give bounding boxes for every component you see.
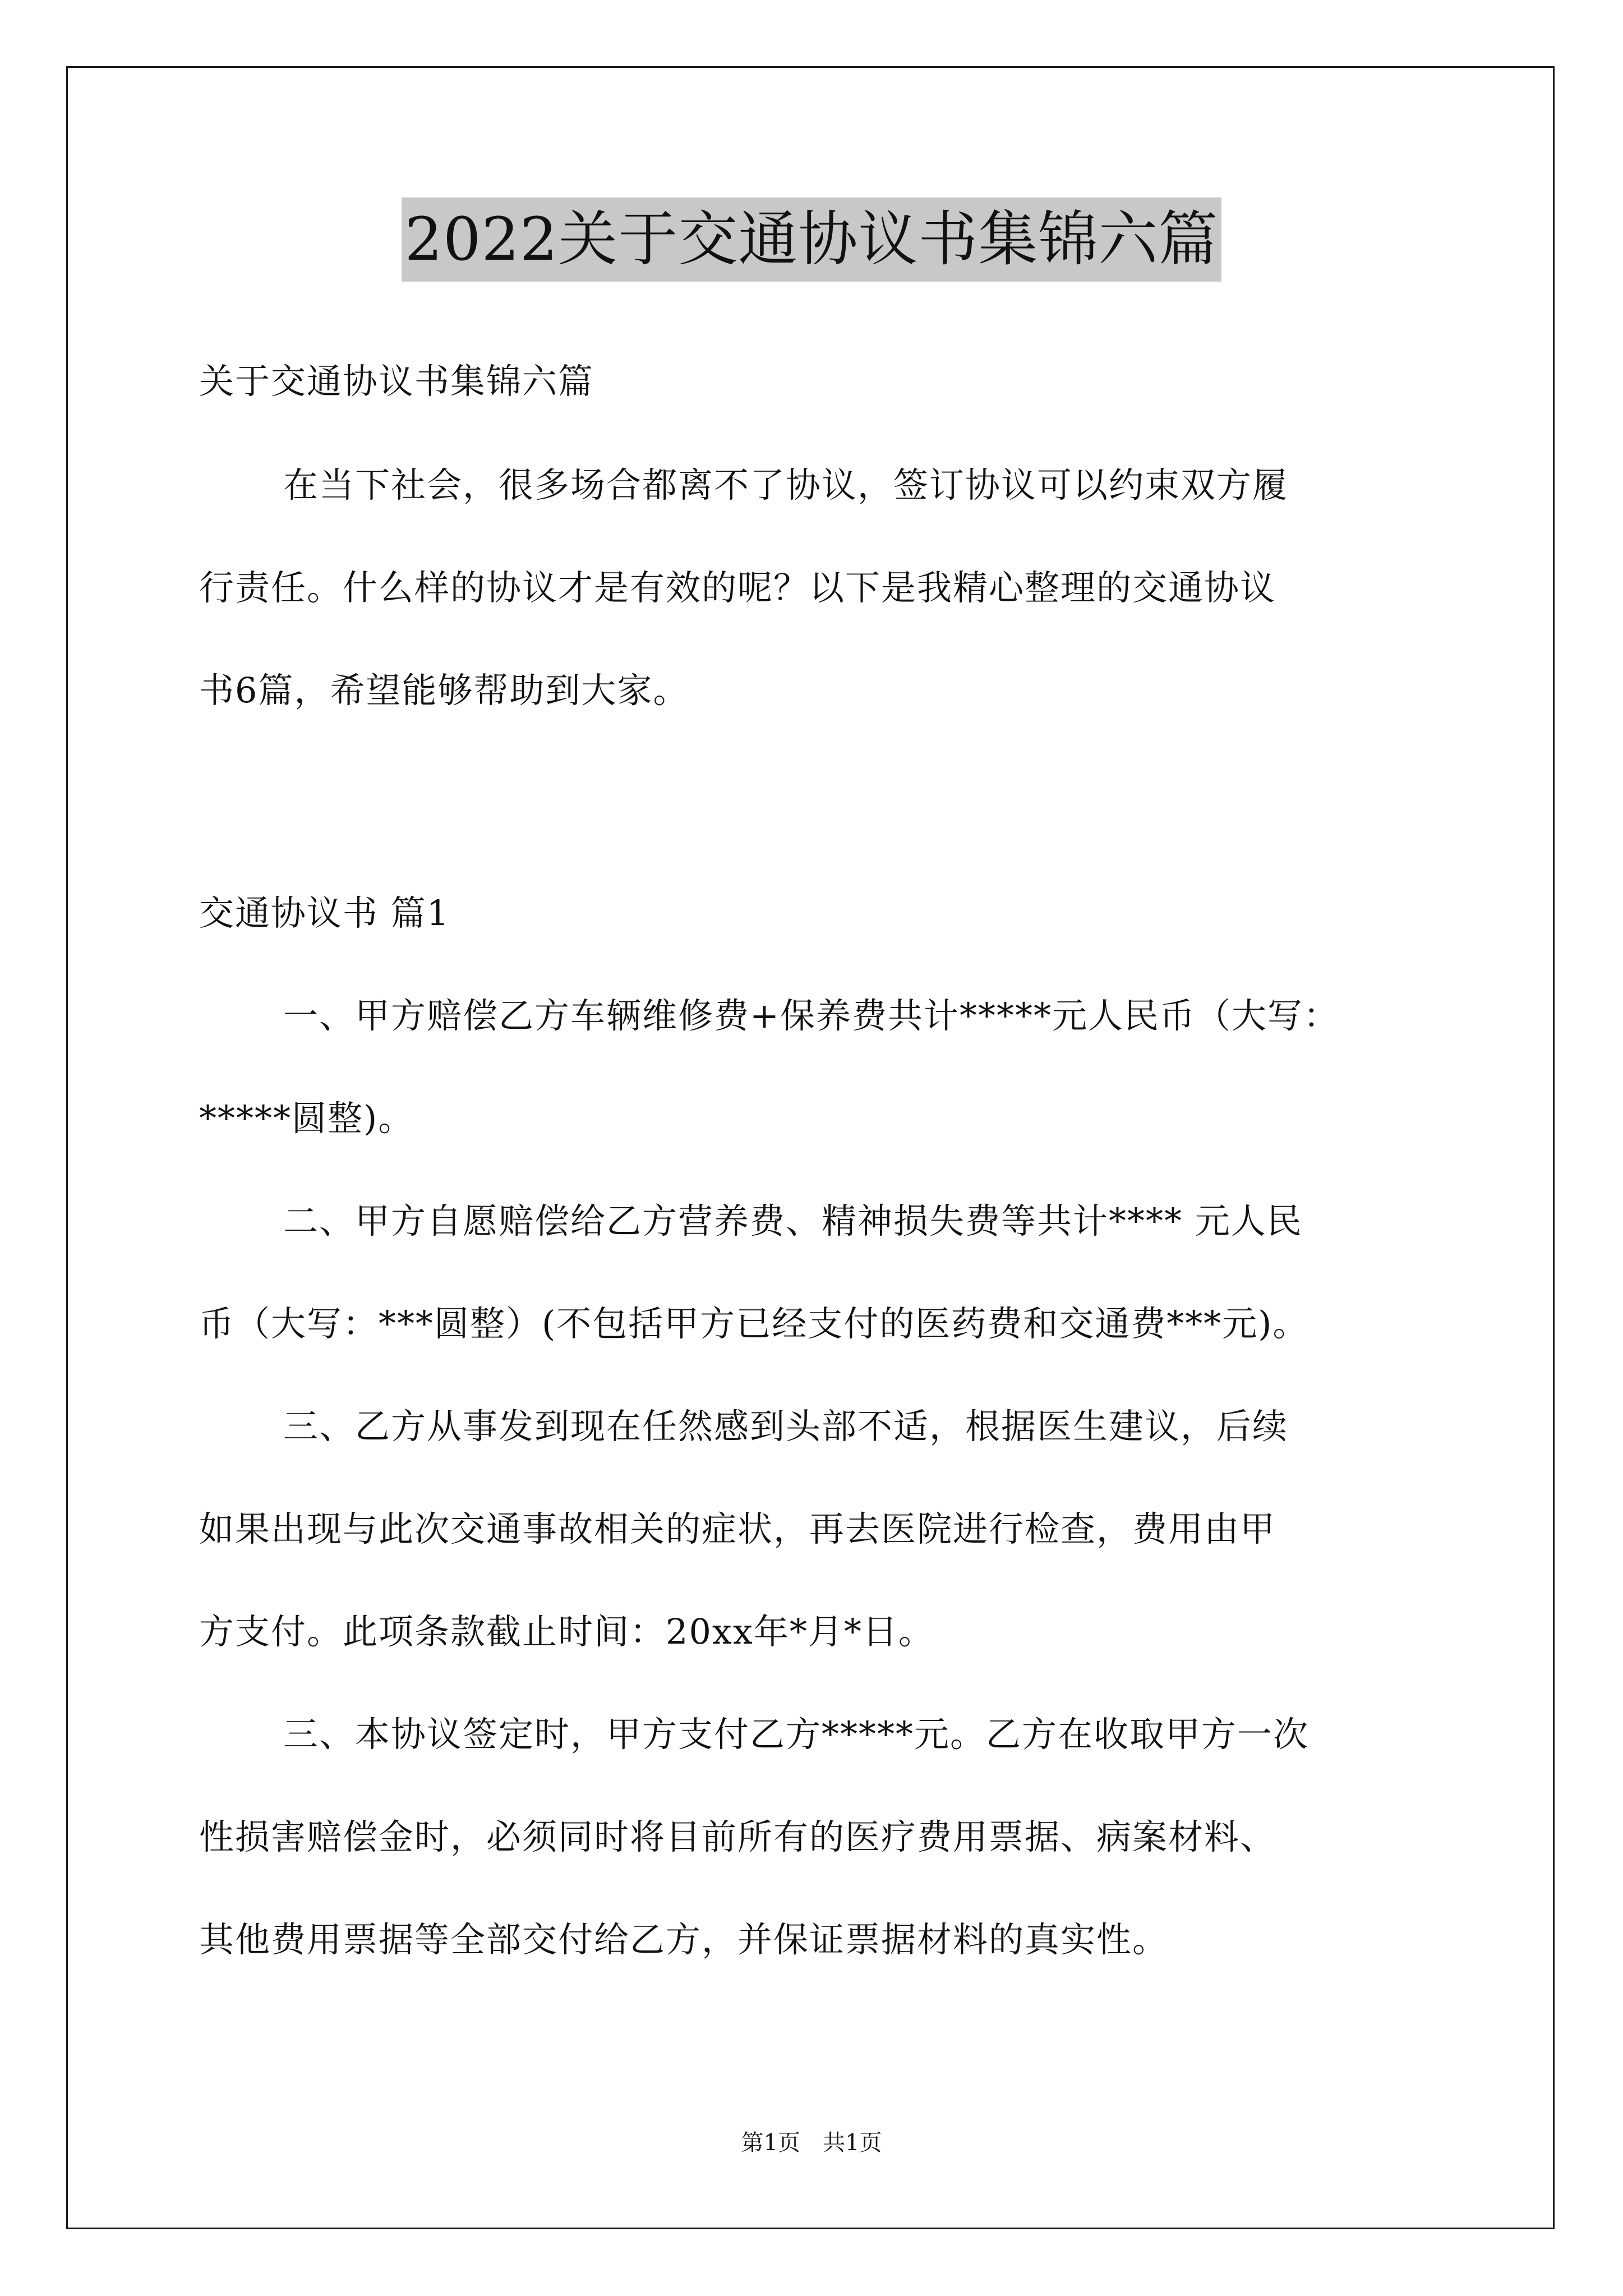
body-line-10: 其他费用票据等全部交付给乙方，并保证票据材料的真实性。: [199, 1919, 1169, 1960]
body-line-9: 性损害赔偿金时，必须同时将目前所有的医疗费用票据、病案材料、: [199, 1816, 1276, 1857]
document-title: 2022关于交通协议书集锦六篇: [402, 197, 1222, 282]
intro-line-3: 书6篇，希望能够帮助到大家。: [199, 670, 689, 711]
body-line-5: 三、乙方从事发到现在任然感到头部不适，根据医生建议，后续: [283, 1406, 1289, 1447]
section-heading: 交通协议书 篇1: [199, 892, 450, 933]
document-subtitle: 关于交通协议书集锦六篇: [199, 361, 594, 402]
intro-line-2: 行责任。什么样的协议才是有效的呢？以下是我精心整理的交通协议: [199, 567, 1276, 608]
body-line-7: 方支付。此项条款截止时间：20xx年*月*日。: [199, 1611, 934, 1652]
page-footer: 第1页 共1页: [741, 2130, 882, 2156]
intro-line-1: 在当下社会，很多场合都离不了协议，签订协议可以约束双方履: [283, 464, 1289, 505]
title-container: [0, 197, 1623, 282]
body-line-1: 一、甲方赔偿乙方车辆维修费+保养费共计*****元人民币（大写：: [283, 995, 1339, 1036]
body-line-2: *****圆整)。: [199, 1098, 414, 1139]
body-line-6: 如果出现与此次交通事故相关的症状，再去医院进行检查，费用由甲: [199, 1508, 1276, 1549]
body-line-8: 三、本协议签定时，甲方支付乙方*****元。乙方在收取甲方一次: [283, 1714, 1310, 1755]
body-line-3: 二、甲方自愿赔偿给乙方营养费、精神损失费等共计**** 元人民: [283, 1200, 1303, 1241]
body-line-4: 币（大写：***圆整）(不包括甲方已经支付的医药费和交通费***元)。: [199, 1303, 1309, 1344]
